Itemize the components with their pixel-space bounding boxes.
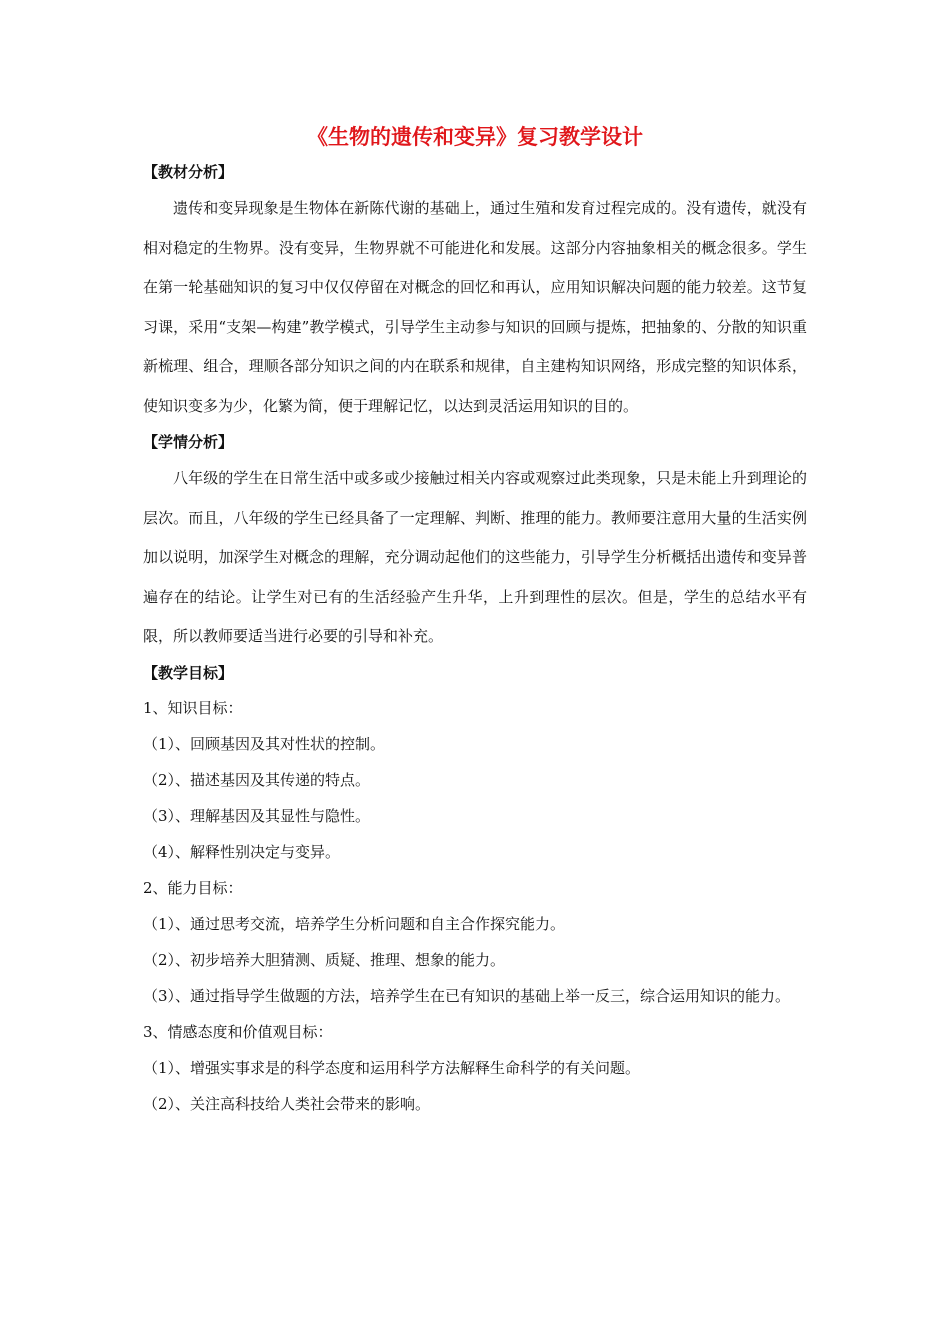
ability-goal-item: （2）、初步培养大胆猜测、质疑、推理、想象的能力。 bbox=[143, 950, 506, 969]
section-heading-material-analysis: 【教材分析】 bbox=[143, 163, 234, 181]
section-heading-student-analysis: 【学情分析】 bbox=[143, 433, 234, 451]
knowledge-goal-item: （1）、回顾基因及其对性状的控制。 bbox=[143, 734, 386, 753]
ability-goal-item: （1）、通过思考交流，培养学生分析问题和自主合作探究能力。 bbox=[143, 914, 566, 933]
student-analysis-paragraph: 八年级的学生在日常生活中或多或少接触过相关内容或观察过此类现象，只是未能上升到理论的层次。而且，八年级的学生已经具备了一定理解、判断、推理的能力。教师要注意用大量的生活实例加以说明，加深学生对概念的理解，充分调动起他们的这些能力，引导学生分析概括出遗传和变异普遍存在的结论。让学生对已有的生活经验产生升华，上升到理性的层次。但是，学生的总结水平有限，所以教师要适当进行必要的引导和补充。 bbox=[143, 469, 807, 645]
ability-goal-item: （3）、通过指导学生做题的方法，培养学生在已有知识的基础上举一反三，综合运用知识的能力。 bbox=[143, 986, 791, 1005]
document-body bbox=[143, 156, 807, 1122]
section-heading-teaching-goals: 【教学目标】 bbox=[143, 663, 234, 682]
ability-goals-label: 2、能力目标： bbox=[143, 878, 243, 897]
knowledge-goals-label: 1、知识目标： bbox=[143, 698, 243, 717]
knowledge-goal-item: （2）、描述基因及其传递的特点。 bbox=[143, 770, 371, 789]
emotion-goal-item: （1）、增强实事求是的科学态度和运用科学方法解释生命科学的有关问题。 bbox=[143, 1058, 641, 1077]
knowledge-goal-item: （3）、理解基因及其显性与隐性。 bbox=[143, 806, 371, 825]
document-title: 《生物的遗传和变异》复习教学设计 bbox=[307, 125, 643, 149]
emotion-goals-label: 3、情感态度和价值观目标： bbox=[143, 1022, 333, 1041]
emotion-goal-item: （2）、关注高科技给人类社会带来的影响。 bbox=[143, 1094, 431, 1113]
material-analysis-paragraph: 遗传和变异现象是生物体在新陈代谢的基础上，通过生殖和发育过程完成的。没有遗传，就没有相对稳定的生物界。没有变异，生物界就不可能进化和发展。这部分内容抽象相关的概念很多。学生在第一轮基础知识的复习中仅仅停留在对概念的回忆和再认，应用知识解决问题的能力较差。这节复习课，采用“支架—构建”教学模式，引导学生主动参与知识的回顾与提炼，把抽象的、分散的知识重新梳理、组合，理顺各部分知识之间的内在联系和规律，自主建构知识网络，形成完整的知识体系，使知识变多为少，化繁为简，便于理解记忆，以达到灵活运用知识的目的。 bbox=[143, 199, 807, 415]
knowledge-goal-item: （4）、解释性别决定与变异。 bbox=[143, 842, 341, 861]
